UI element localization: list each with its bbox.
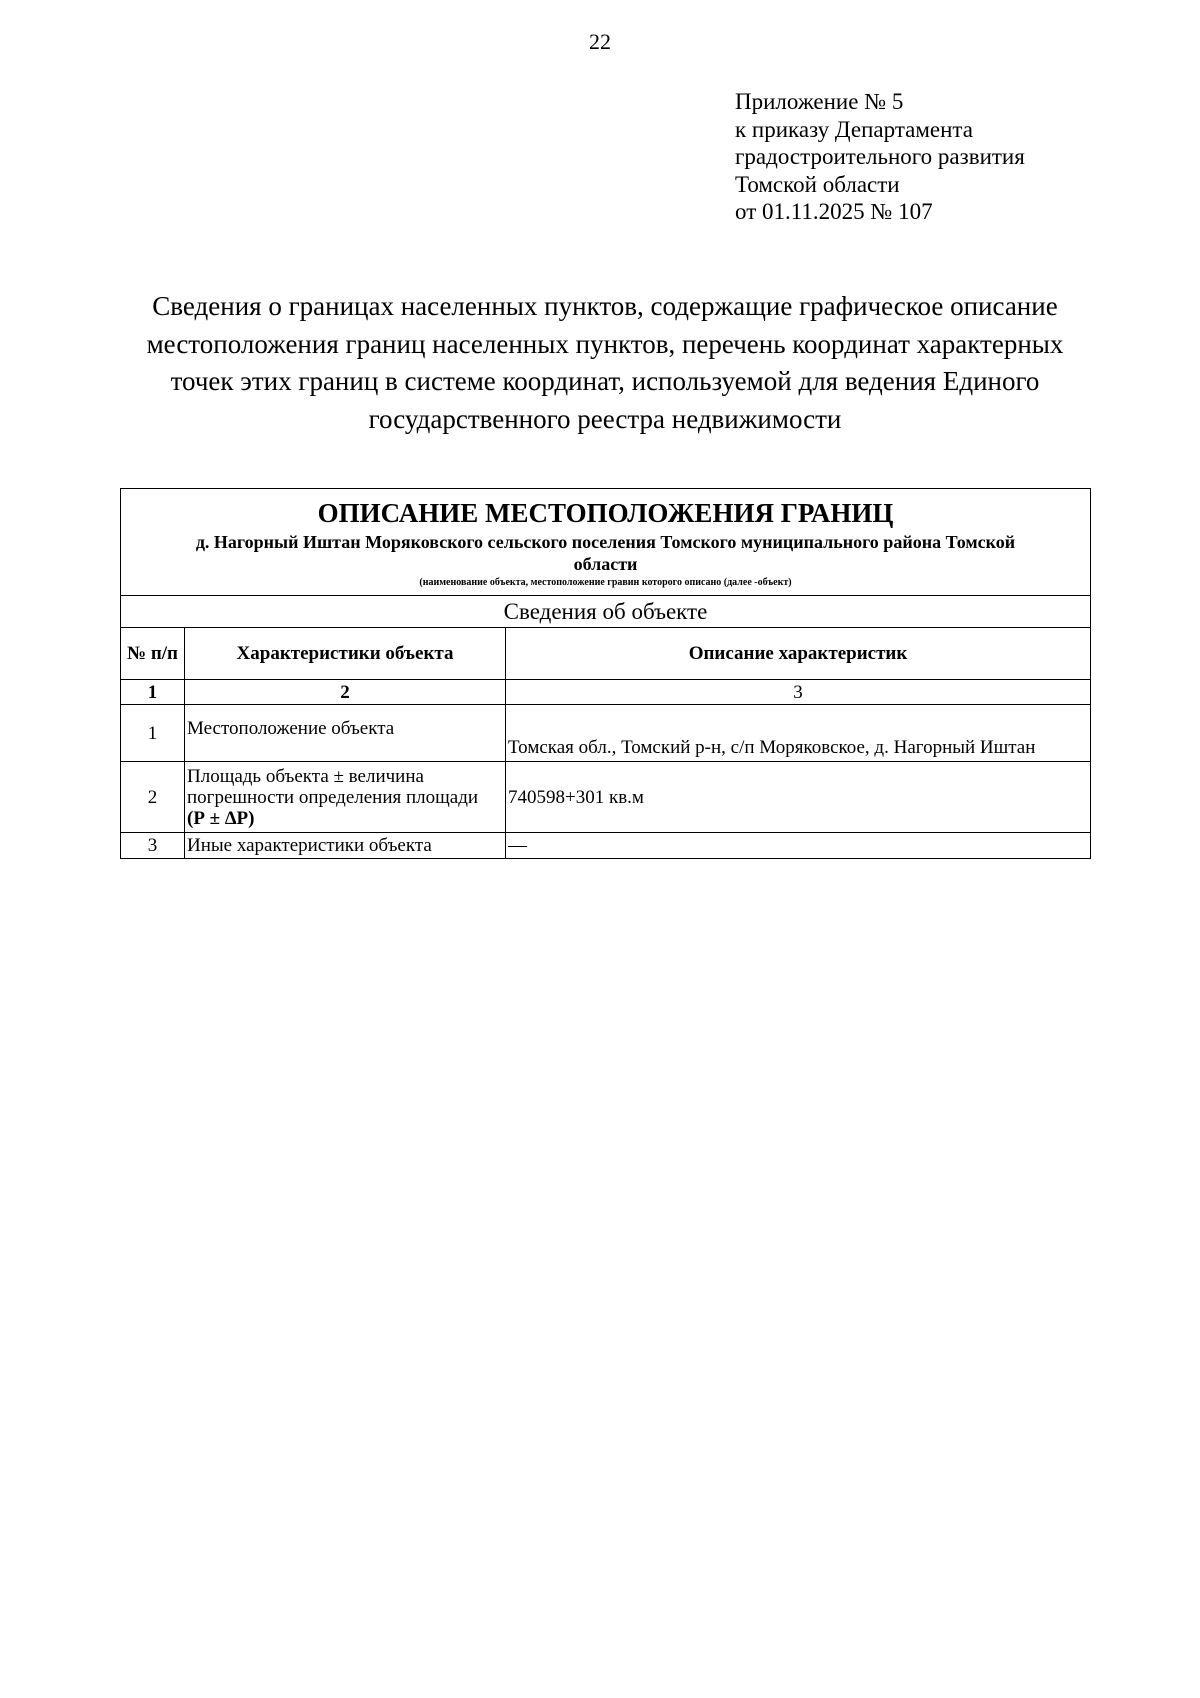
boundary-description-table xyxy=(120,488,1091,859)
section-row xyxy=(121,596,1091,628)
row-description: 740598+301 кв.м xyxy=(506,762,1091,833)
page-number: 22 xyxy=(589,29,611,54)
document-title xyxy=(110,288,1100,438)
row-characteristic xyxy=(185,762,506,833)
document-title-line: Сведения о границах населенных пунктов, содержащие графическое описание xyxy=(152,291,1058,321)
row-description: — xyxy=(506,833,1091,859)
appendix-line: от 01.11.2025 № 107 xyxy=(735,199,933,224)
column-header-row xyxy=(121,628,1091,680)
appendix-line: Приложение № 5 xyxy=(735,89,904,114)
document-title-line: государственного реестра недвижимости xyxy=(368,403,842,434)
row-characteristic: Местоположение объекта xyxy=(185,705,506,762)
column-number: 1 xyxy=(121,680,185,705)
table-row xyxy=(121,833,1091,859)
section-title: Сведения об объекте xyxy=(121,596,1091,628)
row-number: 1 xyxy=(121,705,185,762)
row-characteristic-line: Площадь объекта ± величина xyxy=(187,765,424,787)
row-description: Томская обл., Томский р-н, с/п Моряковское, д. Нагорный Иштан xyxy=(506,705,1091,762)
row-number: 2 xyxy=(121,762,185,833)
column-number: 3 xyxy=(506,680,1091,705)
column-header-characteristic: Характеристики объекта xyxy=(185,628,506,680)
row-characteristic: Иные характеристики объекта xyxy=(185,833,506,859)
table-caption: (наименование объекта, местоположение гравин которого описано (далее -объект) xyxy=(419,577,792,588)
table-subtitle xyxy=(125,531,1086,575)
appendix-line: градостроительного развития xyxy=(735,144,1025,169)
row-characteristic-formula: (Р ± ∆Р) xyxy=(187,807,255,829)
appendix-line: к приказу Департамента xyxy=(735,116,973,142)
table-row xyxy=(121,762,1091,833)
row-number: 3 xyxy=(121,833,185,859)
column-number-row xyxy=(121,680,1091,705)
appendix-reference xyxy=(735,88,1025,226)
table-row xyxy=(121,705,1091,762)
table-header-row xyxy=(121,489,1091,596)
row-characteristic-line: погрешности определения площади xyxy=(187,786,479,808)
column-header-description: Описание характеристик xyxy=(506,628,1091,680)
column-header-number: № п/п xyxy=(121,628,185,680)
table-title: ОПИСАНИЕ МЕСТОПОЛОЖЕНИЯ ГРАНИЦ xyxy=(317,498,894,528)
table-subtitle-line: д. Нагорный Иштан Моряковского сельского поселения Томского муниципального района Томской xyxy=(195,532,1016,552)
column-number: 2 xyxy=(185,680,506,705)
document-title-line: точек этих границ в системе координат, используемой для ведения Единого xyxy=(170,366,1040,396)
document-title-line: местоположения границ населенных пунктов, перечень координат характерных xyxy=(146,328,1064,359)
table-subtitle-line: области xyxy=(573,554,638,574)
appendix-line: Томской области xyxy=(735,171,900,197)
table-header xyxy=(121,489,1091,596)
